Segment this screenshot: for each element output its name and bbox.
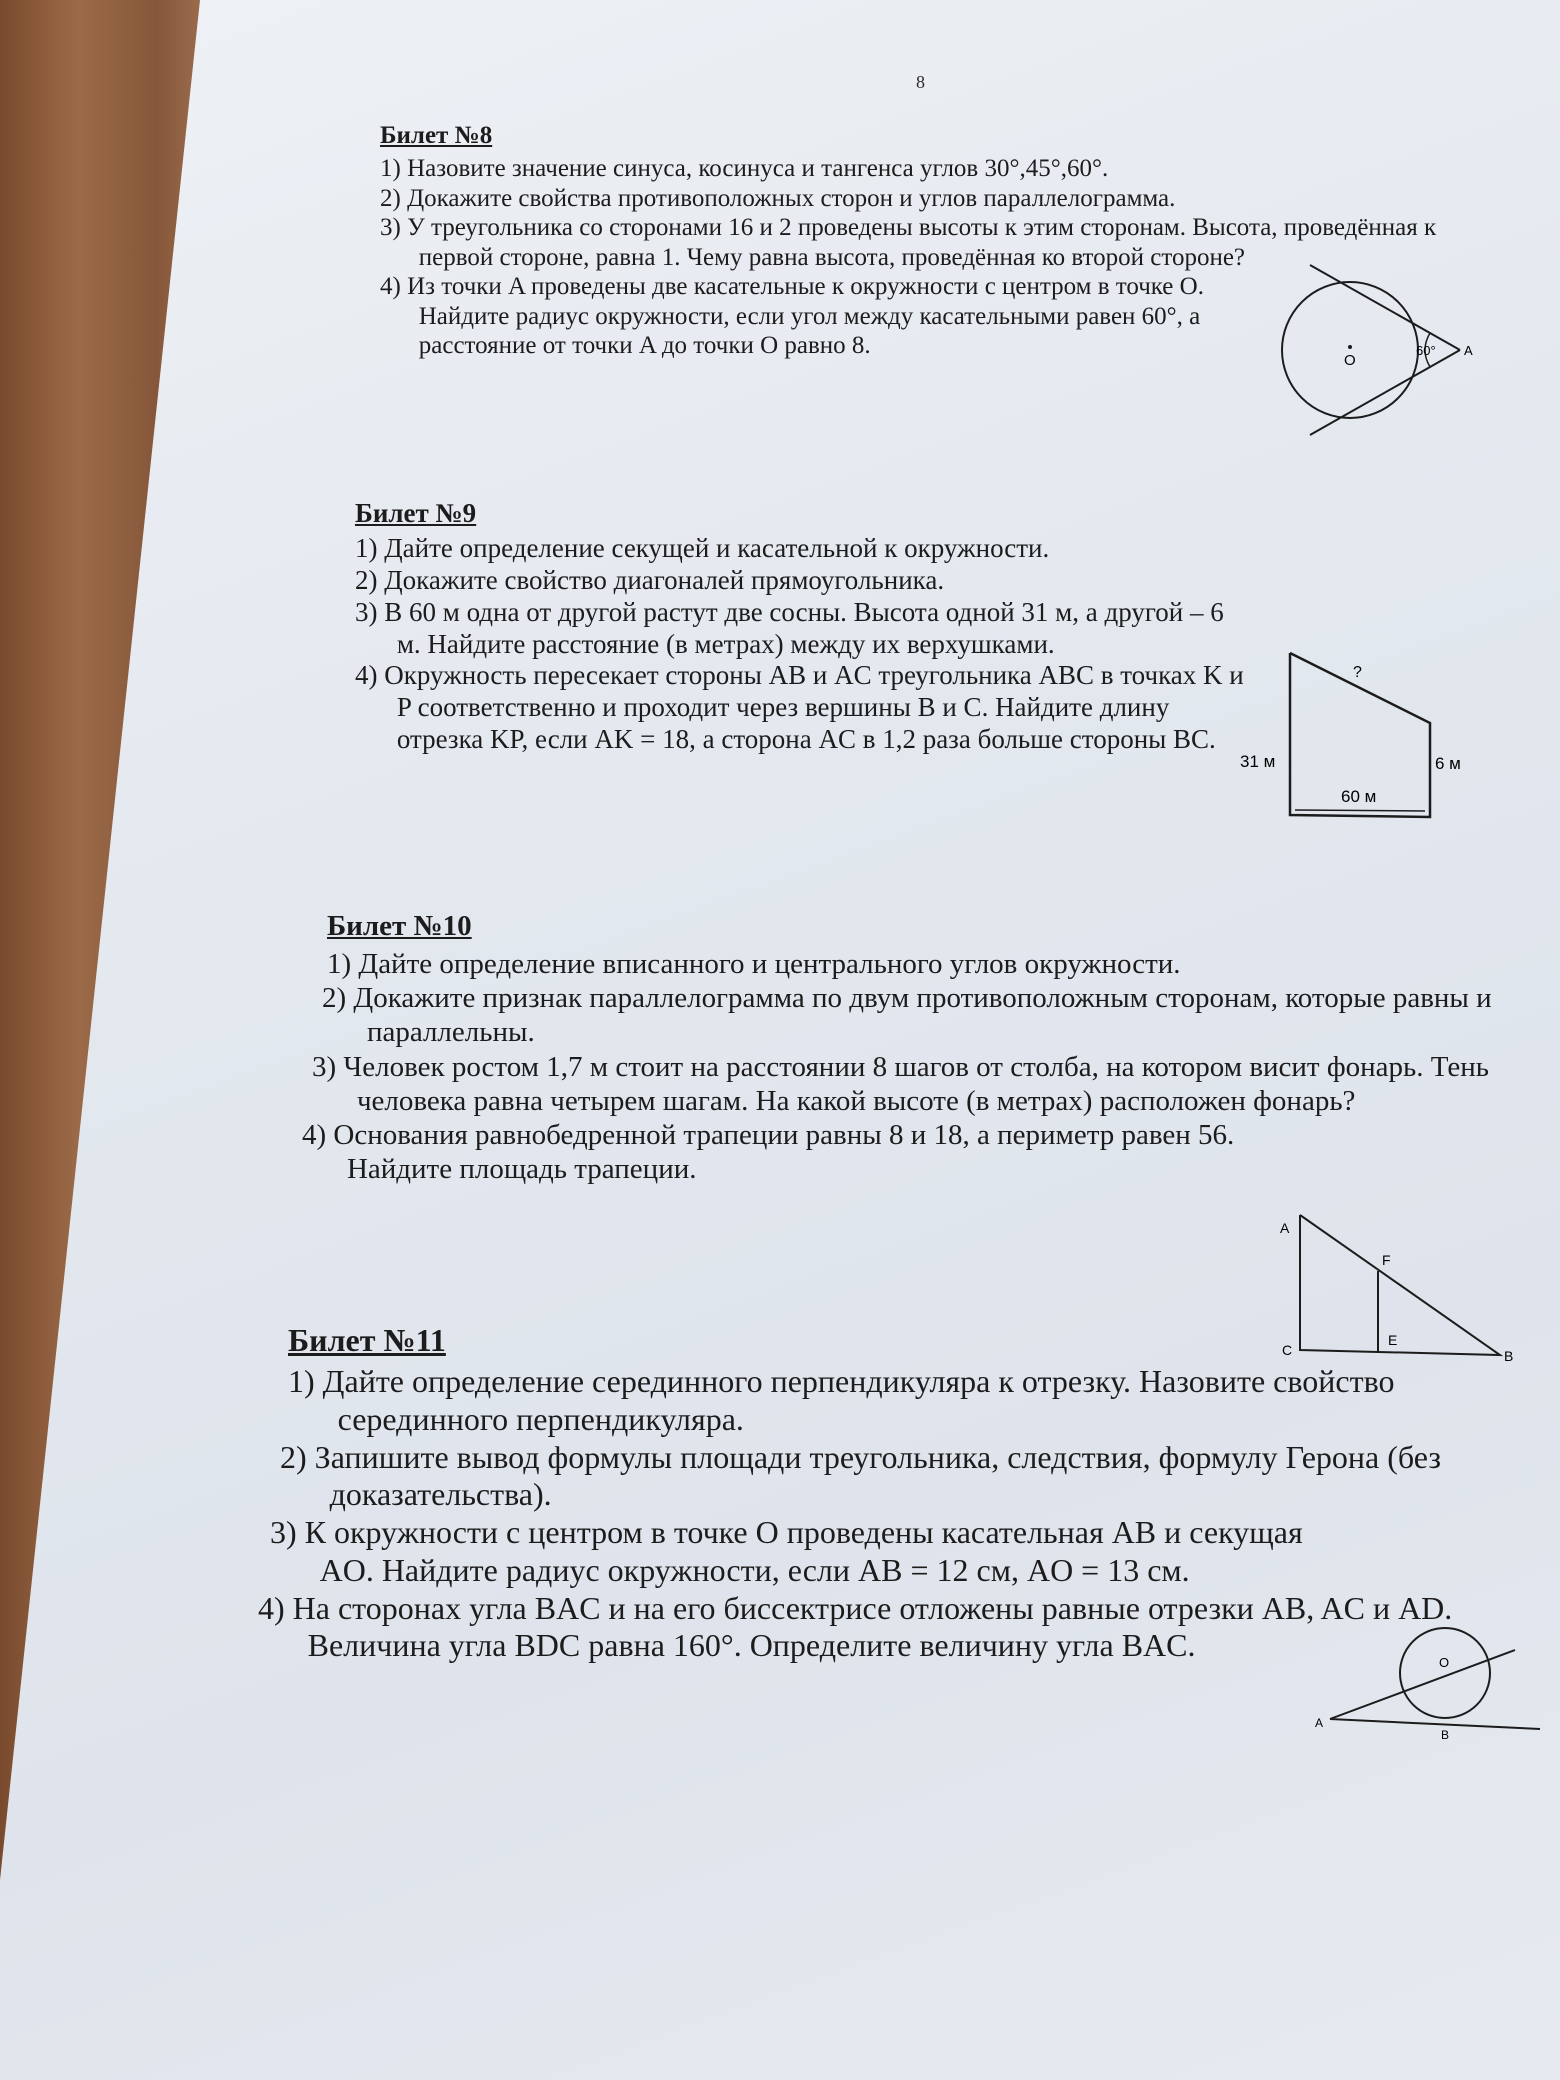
fig10-label-a: A	[1280, 1220, 1290, 1236]
ticket-9-item-2: 2) Докажите свойство диагоналей прямоугольника.	[355, 564, 945, 595]
ticket-9-title: Билет №9	[355, 498, 477, 528]
fig9-left-height-label: 31 м	[1240, 752, 1276, 771]
fig10-label-c: C	[1282, 1342, 1293, 1358]
fig8-circle	[1282, 282, 1418, 418]
fig11-circle	[1400, 1628, 1490, 1718]
figure-pines	[1235, 645, 1475, 835]
ticket-8-item-1: 1) Назовите значение синуса, косинуса и тангенса углов 30°,45°,60°.	[380, 155, 1109, 182]
fig8-angle-label: 60°	[1416, 343, 1436, 358]
fig11-label-o: O	[1439, 1655, 1450, 1670]
ticket-8-title: Билет №8	[380, 122, 493, 149]
ticket-11-item-2: 2) Запишите вывод формулы площади треугольника, следствия, формулу Герона (без доказательства).	[280, 1438, 1441, 1513]
ticket-11-item-1: 1) Дайте определение серединного перпендикуляра к отрезку. Назовите свойство серединного перпендикуляра.	[288, 1363, 1395, 1437]
fig11-tangent	[1330, 1719, 1540, 1729]
ticket-11-item-4: 4) На сторонах угла BAC и на его биссектрисе отложены равные отрезки AB, AC и AD. Величина угла BDC равна 160°. Определите величину угла BAC.	[258, 1589, 1453, 1664]
fig8-tangent-top	[1310, 265, 1460, 350]
ticket-10-item-1: 1) Дайте определение вписанного и центрального углов окружности.	[327, 948, 1181, 980]
ticket-11	[258, 1322, 1508, 1665]
fig11-secant	[1330, 1650, 1515, 1719]
fig8-center-dot	[1348, 345, 1352, 349]
ticket-9-item-1: 1) Дайте определение секущей и касательной к окружности.	[355, 533, 1050, 563]
ticket-10	[302, 910, 1532, 1187]
ticket-10-item-2: 2) Докажите признак параллелограмма по двум противоположным сторонам, которые равны и параллельны.	[322, 982, 1492, 1049]
ticket-9-item-3: 3) В 60 м одна от другой растут две сосны. Высота одной 31 м, а другой – 6 м. Найдите расстояние (в метрах) между их верхушками.	[355, 596, 1224, 659]
fig10-label-f: F	[1382, 1252, 1391, 1268]
ticket-8-item-2: 2) Докажите свойства противоположных сторон и углов параллелограмма.	[380, 184, 1176, 212]
fig9-distance-label: 60 м	[1341, 787, 1377, 806]
fig8-tangent-bottom	[1310, 350, 1460, 435]
fig11-label-b: B	[1441, 1728, 1450, 1742]
fig11-label-a: A	[1315, 1716, 1324, 1730]
ticket-11-item-3: 3) К окружности с центром в точке O проведены касательная AB и секущая AO. Найдите радиус окружности, если AB = 12 см, AO = 13 см.	[270, 1514, 1303, 1588]
ticket-10-item-4: 4) Основания равнобедренной трапеции равны 8 и 18, а периметр равен 56. Найдите площадь трапеции.	[302, 1119, 1235, 1186]
ticket-10-title: Билет №10	[327, 910, 472, 942]
ticket-11-title: Билет №11	[288, 1322, 446, 1358]
ticket-8-item-4: 4) Из точки A проведены две касательные к окружности с центром в точке O. Найдите радиус окружности, если угол между касательными равен 60°, а расстояние от точки A до точки O равно 8.	[380, 273, 1204, 359]
fig10-label-b: B	[1504, 1348, 1514, 1364]
ticket-8-item-3: 3) У треугольника со сторонами 16 и 2 проведены высоты к этим сторонам. Высота, проведённая к первой стороне, равна 1. Чему равна высота, проведённая ко второй стороне?	[380, 214, 1437, 271]
fig9-unknown-label: ?	[1353, 664, 1362, 681]
fig10-label-e: E	[1388, 1332, 1398, 1348]
ticket-9	[355, 498, 1255, 756]
fig8-point-a-label: A	[1464, 343, 1473, 358]
figure-tangents-circle	[1270, 255, 1490, 445]
fig9-right-height-label: 6 м	[1435, 754, 1461, 773]
fig9-ground-arrow	[1295, 810, 1425, 811]
ticket-9-item-4: 4) Окружность пересекает стороны AB и AC треугольника ABC в точках K и P соответственно и проходит через вершины B и C. Найдите длину отрезка KP, если AK = 18, а сторона AC в 1,2 раза больше стороны BC.	[355, 660, 1244, 755]
fig8-center-label: O	[1344, 352, 1356, 369]
ticket-10-item-3: 3) Человек ростом 1,7 м стоит на расстоянии 8 шагов от столба, на котором висит фонарь. Тень человека равна четырем шагам. На какой высоте (в метрах) расположен фонарь?	[312, 1050, 1489, 1117]
figure-tangent-secant	[1315, 1615, 1545, 1745]
page-number: 8	[916, 72, 925, 92]
